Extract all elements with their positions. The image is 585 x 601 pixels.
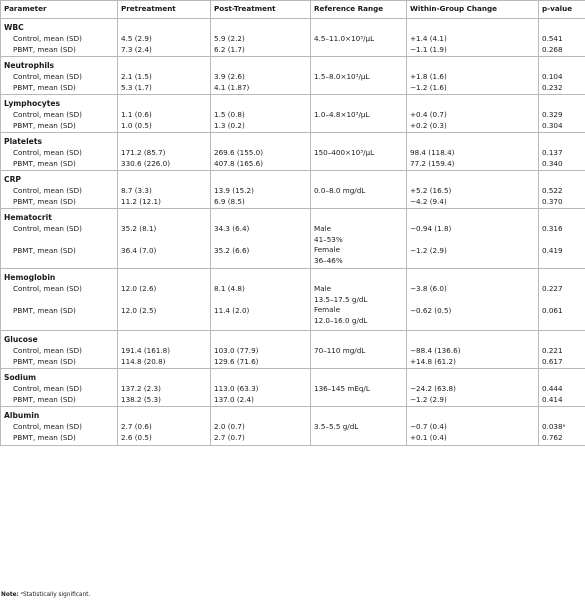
within-group-change-cell [407,171,539,209]
p-value: 0.104 [542,72,563,81]
parameter-name: WBC [4,23,24,32]
p-cell [539,369,585,407]
row-label: Control, mean (SD) [13,284,82,293]
pretreatment-cell [118,331,211,369]
table-row [1,171,585,209]
row-label: Control, mean (SD) [13,110,82,119]
reference-range-cell [311,269,407,331]
within-group-change-cell [407,369,539,407]
pretreatment-value: 2.7 (0.6) [121,422,152,431]
pretreatment-cell [118,95,211,133]
post-treatment-value: 1.3 (0.2) [214,120,245,130]
row-label: Control, mean (SD) [13,422,82,431]
p-cell [539,331,585,369]
header-post-treatment: Post-Treatment [211,1,311,19]
reference-range-value: Female [314,245,340,254]
p-value: 0.232 [542,82,563,92]
pretreatment-value: 4.5 (2.9) [121,34,152,43]
post-treatment-cell [211,331,311,369]
row-label: Control, mean (SD) [13,34,82,43]
pretreatment-cell [118,407,211,446]
header-row [1,1,585,19]
reference-range-value: Male [314,284,332,293]
within-group-change-value: +5.2 (16.5) [410,186,452,195]
reference-range-cell [311,95,407,133]
parameter-cell [1,269,118,331]
reference-range-cell [311,133,407,171]
within-group-change-value: +1.4 (4.1) [410,34,447,43]
within-group-change-value: −0.62 (0.5) [410,305,452,315]
parameter-name: Glucose [4,335,38,344]
post-treatment-cell [211,407,311,446]
pretreatment-value: 171.2 (85.7) [121,148,166,157]
within-group-change-cell [407,133,539,171]
p-cell [539,407,585,446]
parameter-name: Hemoglobin [4,273,56,282]
reference-range-value: 136–145 mEq/L [314,384,370,393]
post-treatment-value: 113.0 (63.3) [214,384,259,393]
p-value: 0.038ᵃ [542,422,566,431]
post-treatment-value: 2.7 (0.7) [214,432,245,442]
pretreatment-value: 12.0 (2.5) [121,305,157,315]
reference-range-cell [311,19,407,57]
parameter-cell [1,95,118,133]
pretreatment-value: 35.2 (8.1) [121,224,157,233]
parameter-name: Albumin [4,411,40,420]
reference-range-cell [311,57,407,95]
p-value: 0.221 [542,346,563,355]
post-treatment-value: 137.0 (2.4) [214,394,254,404]
within-group-change-value: −1.2 (2.9) [410,245,447,255]
p-value: 0.061 [542,305,563,315]
p-cell [539,269,585,331]
post-treatment-value: 129.6 (71.6) [214,356,259,366]
reference-range-value: 0.0–8.0 mg/dL [314,186,366,195]
post-treatment-cell [211,269,311,331]
table-row [1,269,585,331]
p-value: 0.370 [542,196,563,206]
p-cell [539,19,585,57]
p-value: 0.137 [542,148,563,157]
post-treatment-value: 5.9 (2.2) [214,34,245,43]
note-label: Note: [1,592,19,598]
p-value: 0.329 [542,110,563,119]
p-cell [539,209,585,269]
row-label: PBMT, mean (SD) [13,432,76,442]
reference-range-value: 1.0–4.8×10³/µL [314,110,370,119]
post-treatment-value: 4.1 (1.87) [214,82,250,92]
header-reference-range: Reference Range [311,1,407,19]
p-value: 0.304 [542,120,563,130]
within-group-change-value: +0.2 (0.3) [410,120,447,130]
header-within-group-change: Within-Group Change [407,1,539,19]
p-value: 0.268 [542,44,563,54]
table-note [1,591,90,599]
table-row [1,57,585,95]
within-group-change-value: −1.1 (1.9) [410,44,447,54]
post-treatment-cell [211,171,311,209]
reference-range-value: Female [314,305,340,314]
parameter-name: Sodium [4,373,37,382]
pretreatment-value: 330.6 (226.0) [121,158,171,168]
pretreatment-value: 191.4 (161.8) [121,346,171,355]
reference-range-value: 1.5–8.0×10³/µL [314,72,370,81]
header-pretreatment: Pretreatment [118,1,211,19]
row-label: Control, mean (SD) [13,384,82,393]
row-label: Control, mean (SD) [13,346,82,355]
reference-range-value: Male [314,224,332,233]
row-label: Control, mean (SD) [13,186,82,195]
post-treatment-cell [211,133,311,171]
parameter-name: Neutrophils [4,61,55,70]
post-treatment-value: 6.9 (8.5) [214,196,245,206]
within-group-change-value: −3.8 (6.0) [410,284,447,293]
table-row [1,369,585,407]
reference-range-cell [311,369,407,407]
p-cell [539,171,585,209]
within-group-change-value: −88.4 (136.6) [410,346,461,355]
parameter-cell [1,171,118,209]
table-row [1,331,585,369]
pretreatment-value: 138.2 (5.3) [121,394,161,404]
post-treatment-value: 103.0 (77.9) [214,346,259,355]
within-group-change-value: −0.94 (1.8) [410,224,452,233]
post-treatment-value: 2.0 (0.7) [214,422,245,431]
reference-range-value: 12.0–16.0 g/dL [314,315,368,325]
within-group-change-value: +1.8 (1.6) [410,72,447,81]
reference-range-value: 4.5–11.0×10³/µL [314,34,375,43]
parameter-name: Lymphocytes [4,99,60,108]
pretreatment-cell [118,133,211,171]
pretreatment-cell [118,209,211,269]
post-treatment-value: 407.8 (165.6) [214,158,264,168]
reference-range-cell [311,407,407,446]
reference-range-cell [311,171,407,209]
header-parameter: Parameter [1,1,118,19]
pretreatment-value: 8.7 (3.3) [121,186,152,195]
within-group-change-value: −0.7 (0.4) [410,422,447,431]
p-value: 0.444 [542,384,563,393]
within-group-change-value: −1.2 (2.9) [410,394,447,404]
table-row [1,95,585,133]
row-label: Control, mean (SD) [13,72,82,81]
pretreatment-cell [118,369,211,407]
reference-range-value: 3.5–5.5 g/dL [314,422,359,431]
p-cell [539,95,585,133]
p-cell [539,133,585,171]
p-value: 0.414 [542,394,563,404]
within-group-change-cell [407,209,539,269]
parameter-cell [1,57,118,95]
within-group-change-cell [407,407,539,446]
reference-range-value: 150–400×10³/µL [314,148,375,157]
table-row [1,19,585,57]
within-group-change-value: −1.2 (1.6) [410,82,447,92]
within-group-change-cell [407,57,539,95]
pretreatment-cell [118,19,211,57]
row-label: PBMT, mean (SD) [13,196,76,206]
row-label: PBMT, mean (SD) [13,245,76,255]
post-treatment-value: 269.6 (155.0) [214,148,264,157]
p-value: 0.419 [542,245,563,255]
post-treatment-value: 34.3 (6.4) [214,224,250,233]
row-label: PBMT, mean (SD) [13,120,76,130]
reference-range-value: 13.5–17.5 g/dL [314,294,368,304]
reference-range-value: 70–110 mg/dL [314,346,366,355]
pretreatment-value: 1.0 (0.5) [121,120,152,130]
within-group-change-cell [407,331,539,369]
pretreatment-value: 11.2 (12.1) [121,196,161,206]
pretreatment-value: 36.4 (7.0) [121,245,157,255]
p-value: 0.617 [542,356,563,366]
post-treatment-value: 35.2 (6.6) [214,245,250,255]
p-value: 0.541 [542,34,563,43]
pretreatment-value: 2.1 (1.5) [121,72,152,81]
p-value: 0.316 [542,224,563,233]
parameter-name: Hematocrit [4,213,52,222]
row-label: Control, mean (SD) [13,148,82,157]
parameter-cell [1,407,118,446]
note-text: ᵃStatistically significant. [20,592,91,598]
reference-range-value: 36–46% [314,255,343,265]
parameter-name: CRP [4,175,21,184]
row-label: Control, mean (SD) [13,224,82,233]
post-treatment-cell [211,369,311,407]
post-treatment-value: 6.2 (1.7) [214,44,245,54]
within-group-change-value: −4.2 (9.4) [410,196,447,206]
row-label: PBMT, mean (SD) [13,305,76,315]
parameter-name: Platelets [4,137,42,146]
pretreatment-value: 5.3 (1.7) [121,82,152,92]
table-row [1,407,585,446]
within-group-change-cell [407,95,539,133]
row-label: PBMT, mean (SD) [13,82,76,92]
pretreatment-value: 1.1 (0.6) [121,110,152,119]
pretreatment-cell [118,57,211,95]
pretreatment-value: 114.8 (20.8) [121,356,166,366]
pretreatment-value: 2.6 (0.5) [121,432,152,442]
parameter-cell [1,331,118,369]
table-row [1,209,585,269]
post-treatment-value: 8.1 (4.8) [214,284,245,293]
reference-range-cell [311,209,407,269]
within-group-change-value: 77.2 (159.4) [410,158,455,168]
p-value: 0.227 [542,284,563,293]
row-label: PBMT, mean (SD) [13,44,76,54]
within-group-change-value: +14.8 (61.2) [410,356,456,366]
within-group-change-value: 98.4 (118.4) [410,148,455,157]
within-group-change-cell [407,19,539,57]
parameter-cell [1,19,118,57]
row-label: PBMT, mean (SD) [13,158,76,168]
pretreatment-value: 7.3 (2.4) [121,44,152,54]
post-treatment-cell [211,95,311,133]
pretreatment-cell [118,269,211,331]
p-value: 0.340 [542,158,563,168]
row-label: PBMT, mean (SD) [13,394,76,404]
post-treatment-value: 13.9 (15.2) [214,186,254,195]
row-label: PBMT, mean (SD) [13,356,76,366]
p-cell [539,57,585,95]
p-value: 0.522 [542,186,563,195]
header-p-value: p-value [539,1,585,19]
within-group-change-value: −24.2 (63.8) [410,384,456,393]
post-treatment-cell [211,209,311,269]
parameter-cell [1,209,118,269]
within-group-change-value: +0.1 (0.4) [410,432,447,442]
within-group-change-value: +0.4 (0.7) [410,110,447,119]
pretreatment-cell [118,171,211,209]
within-group-change-cell [407,269,539,331]
reference-range-cell [311,331,407,369]
reference-range-value: 41–53% [314,234,343,244]
post-treatment-cell [211,57,311,95]
pretreatment-value: 12.0 (2.6) [121,284,157,293]
parameter-cell [1,133,118,171]
p-value: 0.762 [542,432,563,442]
pretreatment-value: 137.2 (2.3) [121,384,161,393]
table-row [1,133,585,171]
post-treatment-cell [211,19,311,57]
post-treatment-value: 11.4 (2.0) [214,305,250,315]
post-treatment-value: 1.5 (0.8) [214,110,245,119]
post-treatment-value: 3.9 (2.6) [214,72,245,81]
parameter-cell [1,369,118,407]
